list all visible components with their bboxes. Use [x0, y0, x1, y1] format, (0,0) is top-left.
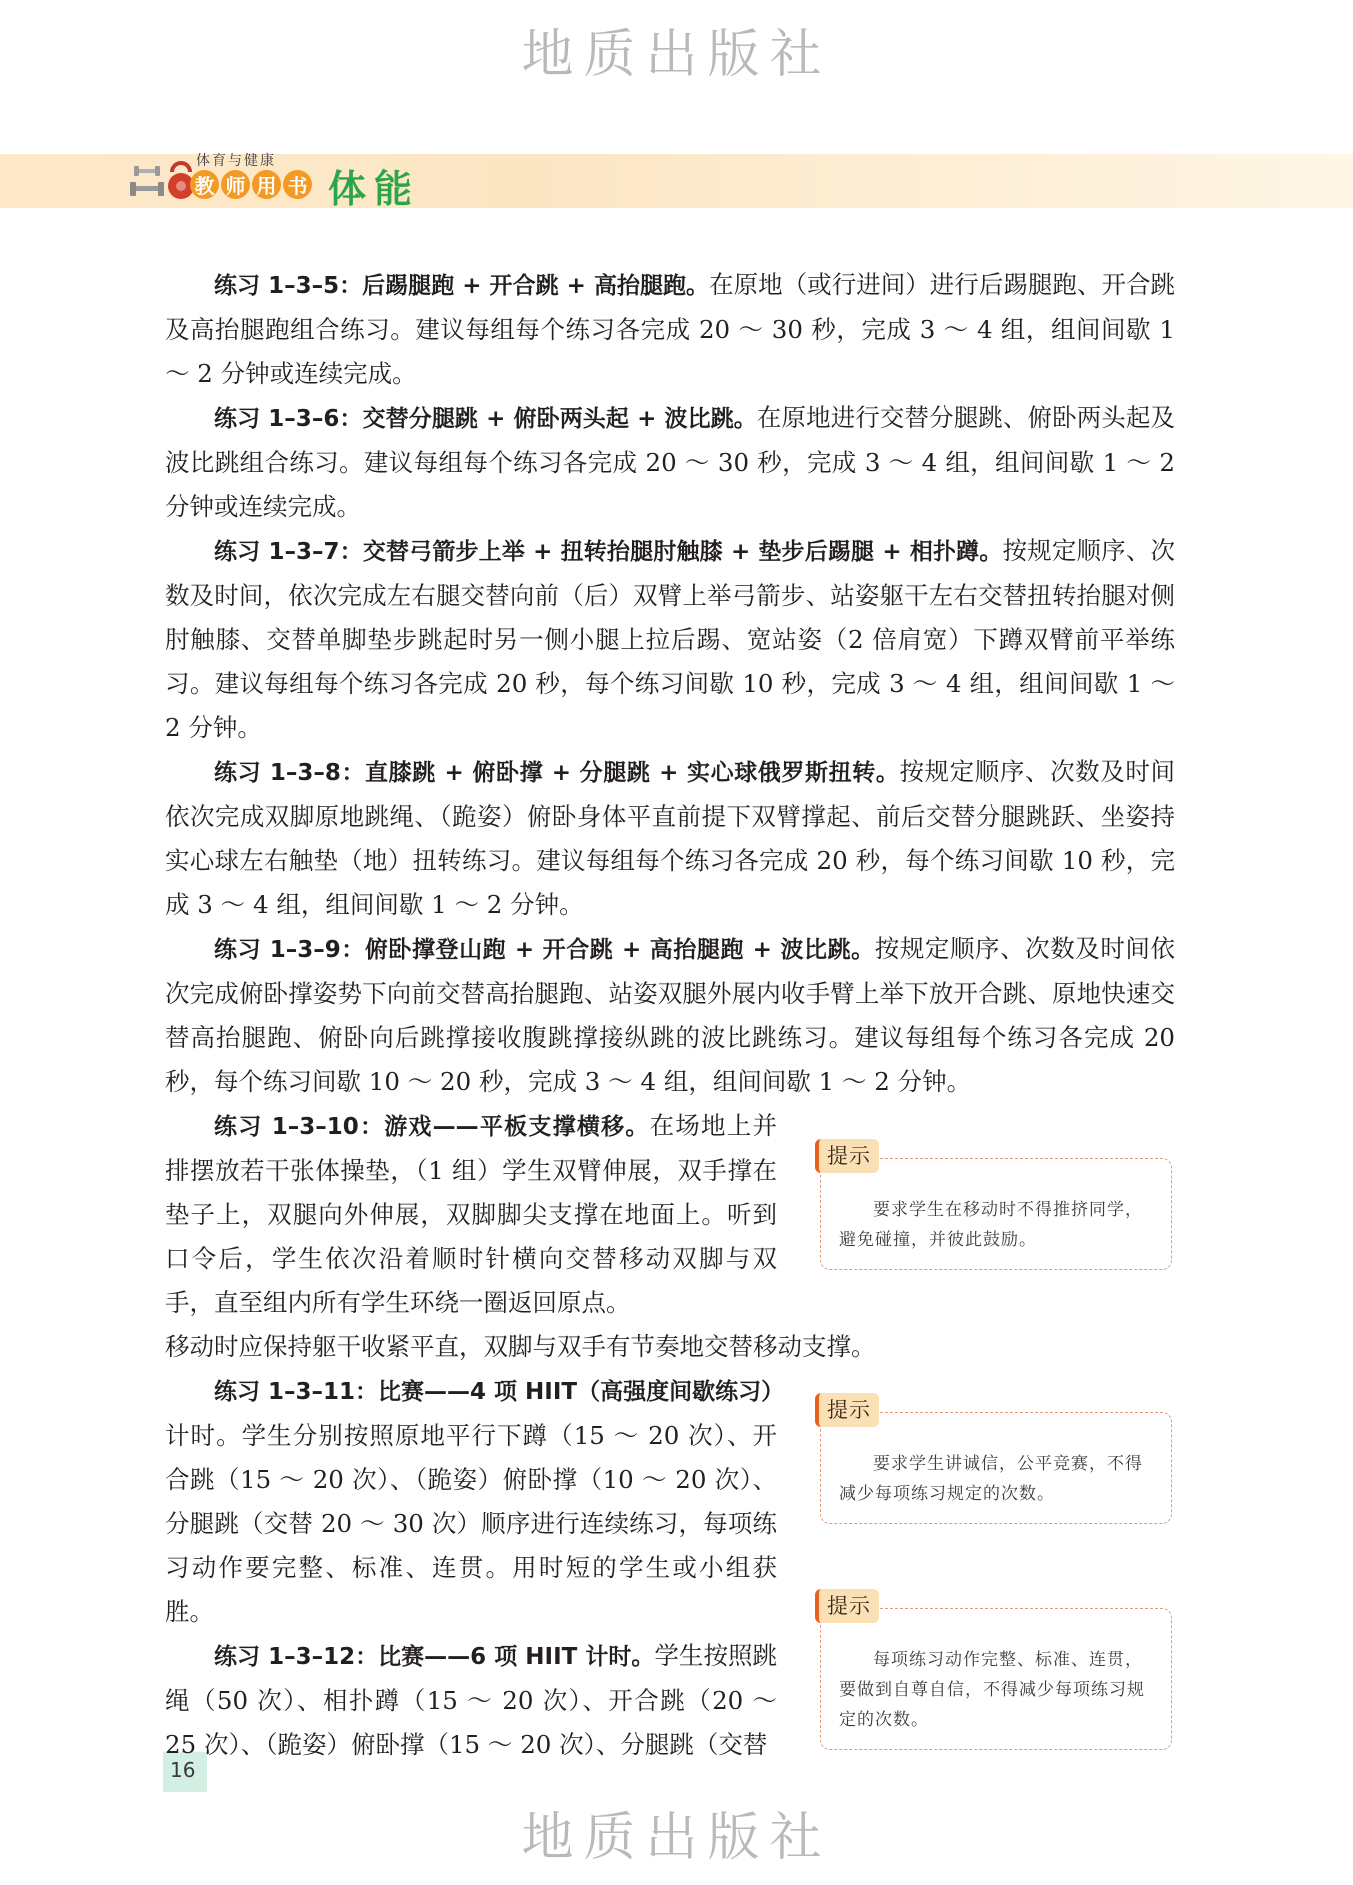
book-title: 体能	[328, 167, 421, 211]
header-pill: 用	[252, 170, 281, 199]
main-content	[165, 263, 1175, 1767]
tip-text: 要求学生在移动时不得推挤同学，避免碰撞，并彼此鼓励。	[839, 1200, 1143, 1250]
exercise-body: 在原地进行交替分腿跳、俯卧两头起及波比跳组合练习。建议每组每个练习各完成 20 ～ 30 秒，完成 3 ～ 4 组，组间间歇 1 ～ 2 分钟或连续完成。	[165, 403, 1176, 521]
exercise-paragraph	[165, 1369, 785, 1634]
exercise-title: 练习 1–3–8：直膝跳 + 俯卧撑 + 分腿跳 + 实心球俄罗斯扭转。	[214, 760, 900, 786]
tip-label: 提示	[815, 1589, 879, 1623]
exercise-title: 练习 1–3–12：比赛——6 项 HIIT 计时。	[214, 1644, 655, 1670]
tip-label: 提示	[815, 1393, 879, 1427]
exercise-paragraph	[165, 750, 1175, 927]
dumbbell-kettlebell-icon	[128, 158, 198, 202]
tip-text: 要求学生讲诚信，公平竞赛，不得减少每项练习规定的次数。	[839, 1454, 1143, 1504]
exercise-title: 练习 1–3–5：后踢腿跑 + 开合跳 + 高抬腿跑。	[214, 273, 710, 299]
exercise-paragraph	[165, 1634, 777, 1767]
exercise-title: 练习 1–3–7：交替弓箭步上举 + 扭转抬腿肘触膝 + 垫步后踢腿 + 相扑蹲。	[214, 539, 1003, 565]
header-pill: 师	[221, 170, 250, 199]
exercise-paragraph	[165, 396, 1175, 529]
tip-box	[820, 1594, 1172, 1750]
header-pill: 教	[190, 170, 219, 199]
tip-label: 提示	[815, 1139, 879, 1173]
exercise-title: 练习 1–3–9：俯卧撑登山跑 + 开合跳 + 高抬腿跑 + 波比跳。	[214, 937, 875, 963]
tip-box	[820, 1144, 1172, 1270]
header-pill: 书	[283, 170, 312, 199]
page-number: 16	[170, 1758, 196, 1782]
exercise-paragraph	[165, 927, 1175, 1104]
exercise-body: 按规定顺序、次数及时间，依次完成左右腿交替向前（后）双臂上举弓箭步、站姿躯干左右交替扭转抬腿对侧肘触膝、交替单脚垫步跳起时另一侧小腿上拉后踢、宽站姿（2 倍肩宽）下蹲双臂前平举练习。建议每组每个练习各完成 20 秒，每个练习间歇 10 秒，完成 3 ～ 4 组，组间间歇 1 ～ 2 分钟。	[165, 536, 1175, 742]
tip-box	[820, 1398, 1172, 1524]
exercise-paragraph	[165, 263, 1175, 396]
exercise-body: 计时。学生分别按照原地平行下蹲（15 ～ 20 次）、开合跳（15 ～ 20 次）、（跪姿）俯卧撑（10 ～ 20 次）、分腿跳（交替 20 ～ 30 次）顺序进行连续练习，每项练习动作要完整、标准、连贯。用时短的学生或小组获胜。	[165, 1421, 777, 1626]
exercise-title: 练习 1–3–11：比赛——4 项 HIIT（高强度间歇练习）	[214, 1379, 785, 1405]
exercise-body: 按规定顺序、次数及时间依次完成双脚原地跳绳、（跪姿）俯卧身体平直前提下双臂撑起、前后交替分腿跳跃、坐姿持实心球左右触垫（地）扭转练习。建议每组每个练习各完成 20 秒，每个练习间歇 10 秒，完成 3 ～ 4 组，组间间歇 1 ～ 2 分钟。	[165, 757, 1175, 919]
exercise-body: 学生按照跳绳（50 次）、相扑蹲（15 ～ 20 次）、开合跳（20 ～ 25 次）、（跪姿）俯卧撑（15 ～ 20 次）、分腿跳（交替	[165, 1641, 777, 1759]
exercise-body: 在场地上并排摆放若干张体操垫，（1 组）学生双臂伸展，双手撑在垫子上，双腿向外伸展，双脚脚尖支撑在地面上。听到口令后，学生依次沿着顺时针横向交替移动双脚与双手，直至组内所有学生环绕一圈返回原点。	[165, 1111, 778, 1317]
header-series-label: 体育与健康	[196, 153, 276, 169]
publisher-watermark-top: 地质出版社	[521, 25, 832, 85]
exercise-paragraph	[165, 1104, 777, 1325]
exercise-title: 练习 1–3–6：交替分腿跳 + 俯卧两头起 + 波比跳。	[214, 406, 757, 432]
header-pill-group	[190, 170, 312, 199]
exercise-body: 按规定顺序、次数及时间依次完成俯卧撑姿势下向前交替高抬腿跑、站姿双腿外展内收手臂上举下放开合跳、原地快速交替高抬腿跑、俯卧向后跳撑接收腹跳撑接纵跳的波比跳练习。建议每组每个练习各完成 20 秒，每个练习间歇 10 ～ 20 秒，完成 3 ～ 4 组，组间间歇 1 ～ 2 分钟。	[165, 934, 1175, 1096]
tip-text: 每项练习动作完整、标准、连贯，要做到自尊自信，不得减少每项练习规定的次数。	[839, 1650, 1145, 1730]
publisher-watermark-bottom: 地质出版社	[521, 1808, 832, 1868]
exercise-paragraph	[165, 529, 1175, 750]
exercise-body: 在原地（或行进间）进行后踢腿跑、开合跳及高抬腿跑组合练习。建议每组每个练习各完成 20 ～ 30 秒，完成 3 ～ 4 组，组间间歇 1 ～ 2 分钟或连续完成。	[165, 270, 1175, 388]
exercise-title: 练习 1–3–10：游戏——平板支撑横移。	[214, 1114, 650, 1140]
exercise-paragraph-tail: 移动时应保持躯干收紧平直，双脚与双手有节奏地交替移动支撑。	[165, 1332, 876, 1361]
